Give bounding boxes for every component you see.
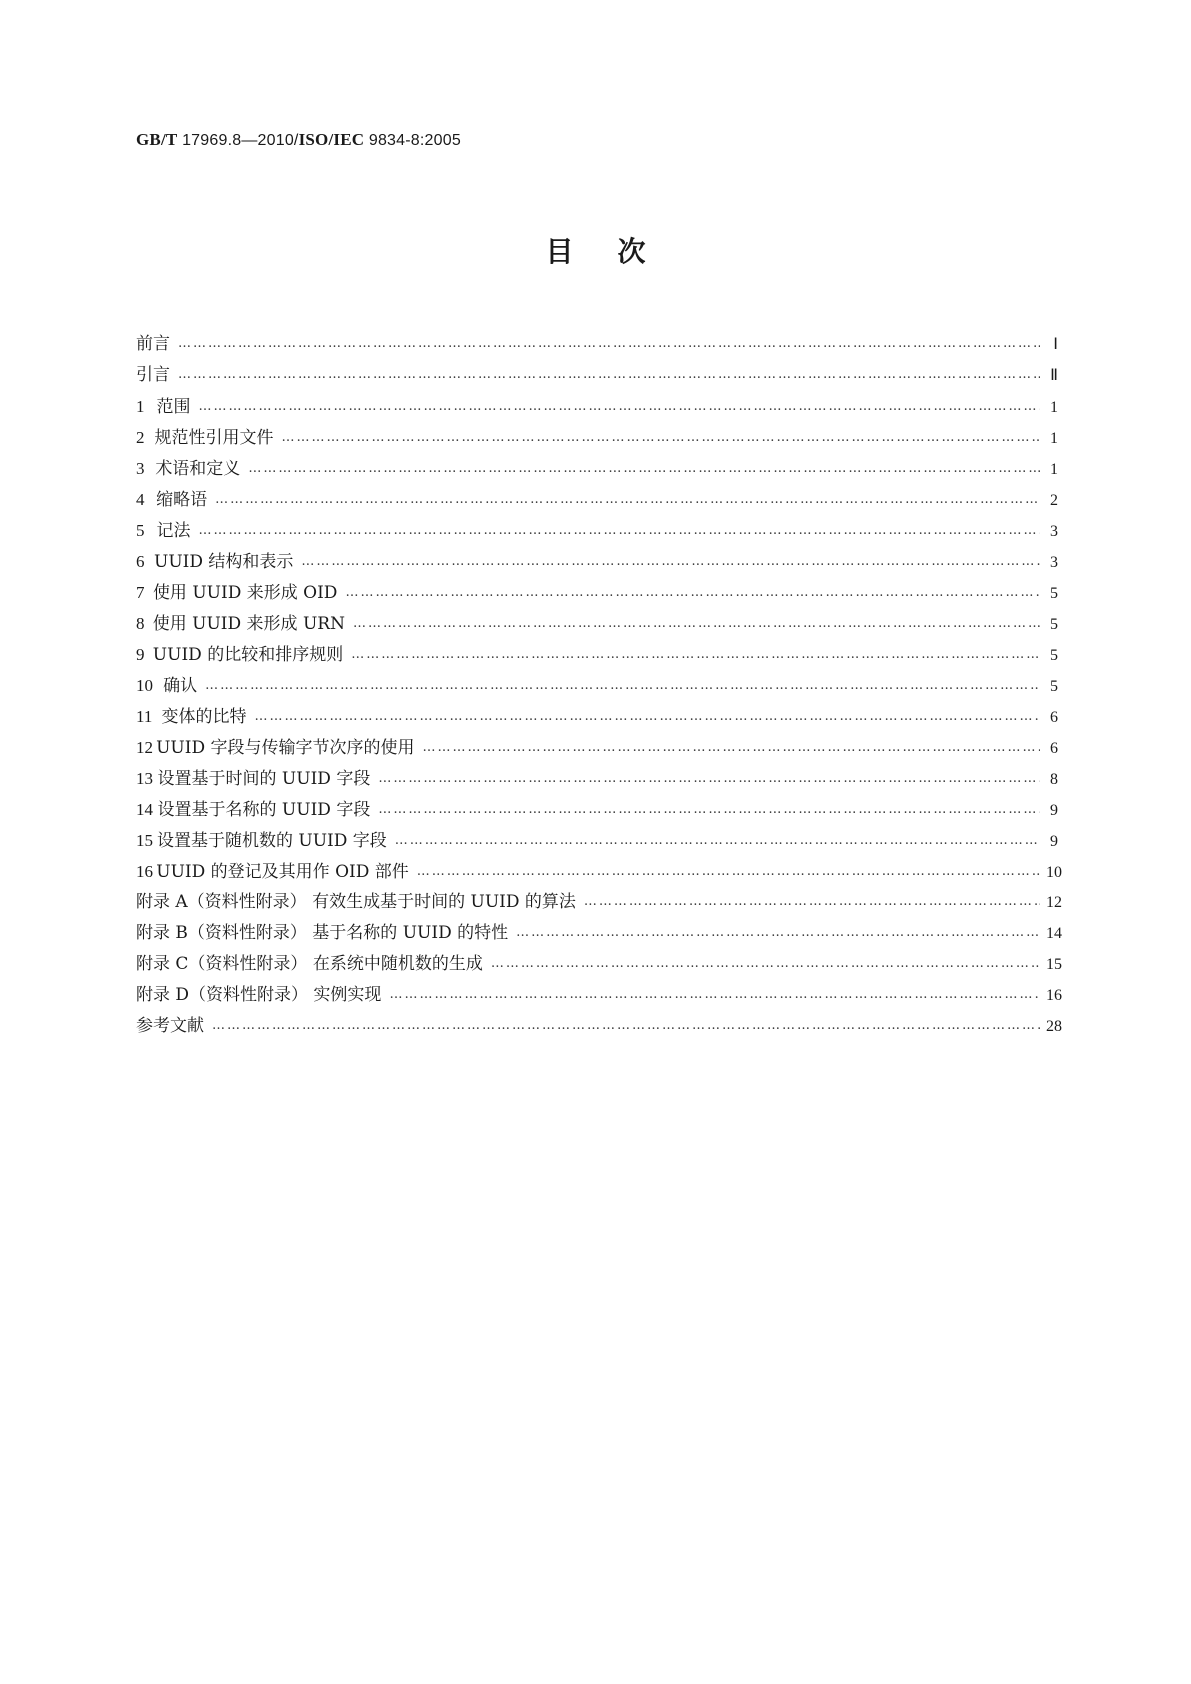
toc-leader-dots: [199, 515, 1040, 546]
toc-entry-number: 12: [136, 738, 153, 757]
toc-entry-page: 28: [1046, 1018, 1062, 1035]
document-code-iso-number: 9834-8:2005: [364, 132, 461, 149]
toc-entry-page: 10: [1046, 864, 1062, 881]
toc-entry[interactable]: [136, 856, 1062, 887]
toc-entry-number: 3: [136, 459, 145, 478]
toc-entry-label: 记法: [156, 521, 191, 541]
toc-entry-number: 8: [136, 614, 145, 633]
toc-entry[interactable]: [136, 577, 1058, 608]
toc-entry-page: 5: [1050, 585, 1058, 602]
toc-entry-page: 9: [1050, 802, 1058, 819]
toc-entry[interactable]: [136, 608, 1058, 639]
toc-entry-page: 2: [1050, 492, 1058, 509]
toc-entry[interactable]: [136, 701, 1058, 732]
toc-title: 目次: [545, 235, 690, 268]
toc-entry-label: 设置基于时间的 UUID 字段: [157, 769, 371, 789]
toc-entry-page: 1: [1050, 399, 1058, 416]
toc-entry-label: 设置基于随机数的 UUID 字段: [156, 831, 387, 851]
toc-entry-number: 16: [136, 862, 153, 881]
toc-entry[interactable]: [136, 670, 1058, 701]
toc-entry-label: 规范性引用文件: [154, 428, 274, 448]
toc-entry-page: 1: [1050, 461, 1058, 478]
toc-entry-page: Ⅰ: [1053, 336, 1058, 353]
toc-leader-dots: [215, 484, 1040, 515]
toc-entry-label: 附录 B（资料性附录） 基于名称的 UUID 的特性: [136, 923, 509, 943]
toc-entry-number: 6: [136, 552, 145, 571]
toc-entry-label: 变体的比特: [161, 707, 247, 727]
table-of-contents: [136, 329, 1062, 1042]
toc-leader-dots: [417, 856, 1040, 887]
toc-leader-dots: [301, 546, 1040, 577]
toc-entry-label: 确认: [163, 676, 198, 696]
document-code: [136, 130, 461, 150]
toc-entry-label: UUID 字段与传输字节次序的使用: [156, 738, 415, 758]
toc-entry[interactable]: [136, 949, 1062, 980]
toc-entry[interactable]: [136, 887, 1062, 918]
toc-entry-page: 1: [1050, 430, 1058, 447]
toc-entry-number: 1: [136, 397, 145, 416]
toc-entry[interactable]: [136, 422, 1058, 453]
toc-leader-dots: [351, 639, 1040, 670]
toc-entry-number: 11: [136, 707, 153, 726]
toc-leader-dots: [395, 825, 1040, 856]
toc-entry-page: 6: [1050, 709, 1058, 726]
toc-leader-dots: [199, 391, 1040, 422]
toc-entry-label: UUID 的登记及其用作 OID 部件: [156, 862, 409, 882]
toc-entry-label: 设置基于名称的 UUID 字段: [157, 800, 371, 820]
toc-leader-dots: [205, 670, 1040, 701]
toc-entry[interactable]: [136, 515, 1058, 546]
toc-leader-dots: [255, 701, 1040, 732]
toc-entry-page: 5: [1050, 647, 1058, 664]
toc-leader-dots: [378, 794, 1040, 825]
toc-entry-page: 3: [1050, 554, 1058, 571]
toc-entry-page: 5: [1050, 616, 1058, 633]
toc-entry-label: 术语和定义: [155, 459, 241, 479]
toc-entry[interactable]: [136, 732, 1058, 763]
toc-leader-dots: [212, 1010, 1040, 1041]
toc-entry[interactable]: [136, 546, 1058, 577]
toc-leader-dots: [353, 608, 1040, 639]
toc-leader-dots: [178, 359, 1040, 390]
toc-leader-dots: [491, 948, 1040, 979]
toc-entry[interactable]: [136, 918, 1062, 949]
toc-entry-label: 附录 A（资料性附录） 有效生成基于时间的 UUID 的算法: [136, 892, 576, 912]
toc-entry[interactable]: [136, 329, 1058, 360]
toc-entry-number: 13: [136, 769, 153, 788]
toc-entry[interactable]: [136, 391, 1058, 422]
toc-entry-number: 4: [136, 490, 145, 509]
document-code-gbt: GB/T: [136, 130, 178, 149]
toc-leader-dots: [584, 886, 1040, 917]
toc-leader-dots: [389, 979, 1040, 1010]
toc-entry[interactable]: [136, 360, 1058, 391]
toc-entry-label: 附录 D（资料性附录） 实例实现: [136, 985, 382, 1005]
toc-entry-page: 15: [1046, 956, 1062, 973]
toc-entry-page: 16: [1046, 987, 1062, 1004]
toc-entry[interactable]: [136, 639, 1058, 670]
document-code-number: 17969.8—2010/: [177, 132, 299, 149]
toc-entry-number: 10: [136, 676, 153, 695]
toc-entry-label: 使用 UUID 来形成 URN: [152, 614, 345, 634]
toc-entry[interactable]: [136, 484, 1058, 515]
toc-leader-dots: [422, 732, 1040, 763]
toc-entry-number: 15: [136, 831, 153, 850]
toc-entry-label: UUID 的比较和排序规则: [152, 645, 344, 665]
toc-entry-label: 附录 C（资料性附录） 在系统中随机数的生成: [136, 954, 483, 974]
toc-entry-page: 12: [1046, 894, 1062, 911]
toc-entry-label: 使用 UUID 来形成 OID: [152, 583, 338, 603]
toc-entry[interactable]: [136, 980, 1062, 1011]
document-code-iso: ISO/IEC: [298, 130, 365, 149]
toc-entry-page: 9: [1050, 833, 1058, 850]
toc-leader-dots: [378, 763, 1040, 794]
toc-leader-dots: [516, 917, 1040, 948]
toc-entry-label: 参考文献: [136, 1016, 204, 1036]
toc-leader-dots: [345, 577, 1040, 608]
toc-entry[interactable]: [136, 1011, 1062, 1042]
toc-entry-page: 14: [1046, 925, 1062, 942]
toc-entry-label: 引言: [136, 365, 170, 385]
toc-leader-dots: [178, 328, 1040, 359]
toc-entry-page: 6: [1050, 740, 1058, 757]
toc-entry-page: 3: [1050, 523, 1058, 540]
toc-entry-number: 7: [136, 583, 145, 602]
toc-entry-number: 9: [136, 645, 145, 664]
toc-entry-label: UUID 结构和表示: [154, 552, 294, 572]
toc-entry[interactable]: [136, 825, 1058, 856]
toc-entry-number: 2: [136, 428, 145, 447]
toc-entry[interactable]: [136, 794, 1058, 825]
toc-entry[interactable]: [136, 453, 1058, 484]
toc-entry-page: 8: [1050, 771, 1058, 788]
toc-entry[interactable]: [136, 763, 1058, 794]
toc-entry-number: 14: [136, 800, 153, 819]
toc-entry-number: 5: [136, 521, 145, 540]
toc-entry-label: 前言: [136, 334, 170, 354]
toc-entry-page: Ⅱ: [1050, 367, 1058, 384]
toc-leader-dots: [282, 422, 1041, 453]
toc-entry-label: 范围: [156, 397, 191, 417]
toc-leader-dots: [248, 453, 1040, 484]
toc-entry-page: 5: [1050, 678, 1058, 695]
toc-entry-label: 缩略语: [156, 490, 208, 510]
